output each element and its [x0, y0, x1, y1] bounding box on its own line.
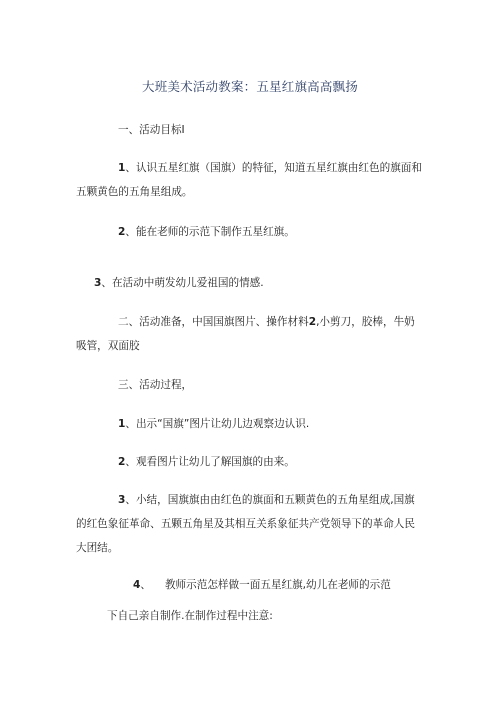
goal-1-line-2: 五颗黄色的五角星组成。 [76, 186, 193, 198]
step-4-separator: 、 [140, 579, 151, 591]
section-goals-heading: 一、活动目标I [118, 124, 185, 136]
goal-2-text: 、能在老师的示范下制作五星红旗。 [125, 226, 295, 238]
goal-3-text: 、在活动中萌发幼儿爱祖国的情感. [101, 277, 264, 289]
step-3-number: 3 [118, 494, 126, 506]
step-3-text: 、小结，国旗旗由由红色的旗面和五颗黄色的五角星组成,国旗 [125, 494, 415, 506]
page-title: 大班美术活动教案：五星红旗高高飘扬 [142, 79, 358, 94]
prep-line-1 [118, 314, 415, 330]
prep-number: 2 [308, 316, 317, 328]
goal-1-line-1 [118, 160, 422, 176]
prep-line-2: 吸管，双面胶 [76, 340, 140, 352]
prep-text-a: 二、活动准备，中国国旗图片、操作材料 [118, 316, 309, 328]
goal-2-number: 2 [118, 226, 126, 238]
step-3-line-1 [118, 492, 415, 508]
step-1 [118, 416, 309, 432]
step-4-line-2: 下自己亲自制作.在制作过程中注意: [107, 610, 273, 622]
step-2 [118, 454, 295, 470]
step-3-line-2: 的红色象征革命、五颗五角星及其相互关系象征共产党领导下的革命人民 [76, 518, 415, 530]
goal-3-number: 3 [94, 277, 102, 289]
step-4-line-1 [133, 577, 391, 593]
step-1-text: 、出示“国旗”图片让幼儿边观察边认识. [125, 418, 310, 430]
step-2-number: 2 [118, 456, 126, 468]
step-2-text: 、观看图片让幼儿了解国旗的由来。 [125, 456, 295, 468]
step-1-number: 1 [118, 418, 126, 430]
goal-1-number: 1 [118, 162, 126, 174]
goal-2 [118, 224, 295, 240]
step-4-number: 4 [133, 579, 141, 591]
goal-3 [94, 275, 264, 291]
prep-text-b: ,小剪刀，胶棒，牛奶 [316, 316, 415, 328]
step-4-text: 教师示范怎样做一面五星红旗,幼儿在老师的示范 [164, 579, 391, 591]
step-3-line-3: 大团结。 [76, 542, 119, 554]
section-process-heading: 三、活动过程， [118, 379, 193, 391]
goal-1-text: 、认识五星红旗（国旗）的特征，知道五星红旗由红色的旗面和 [125, 162, 422, 174]
